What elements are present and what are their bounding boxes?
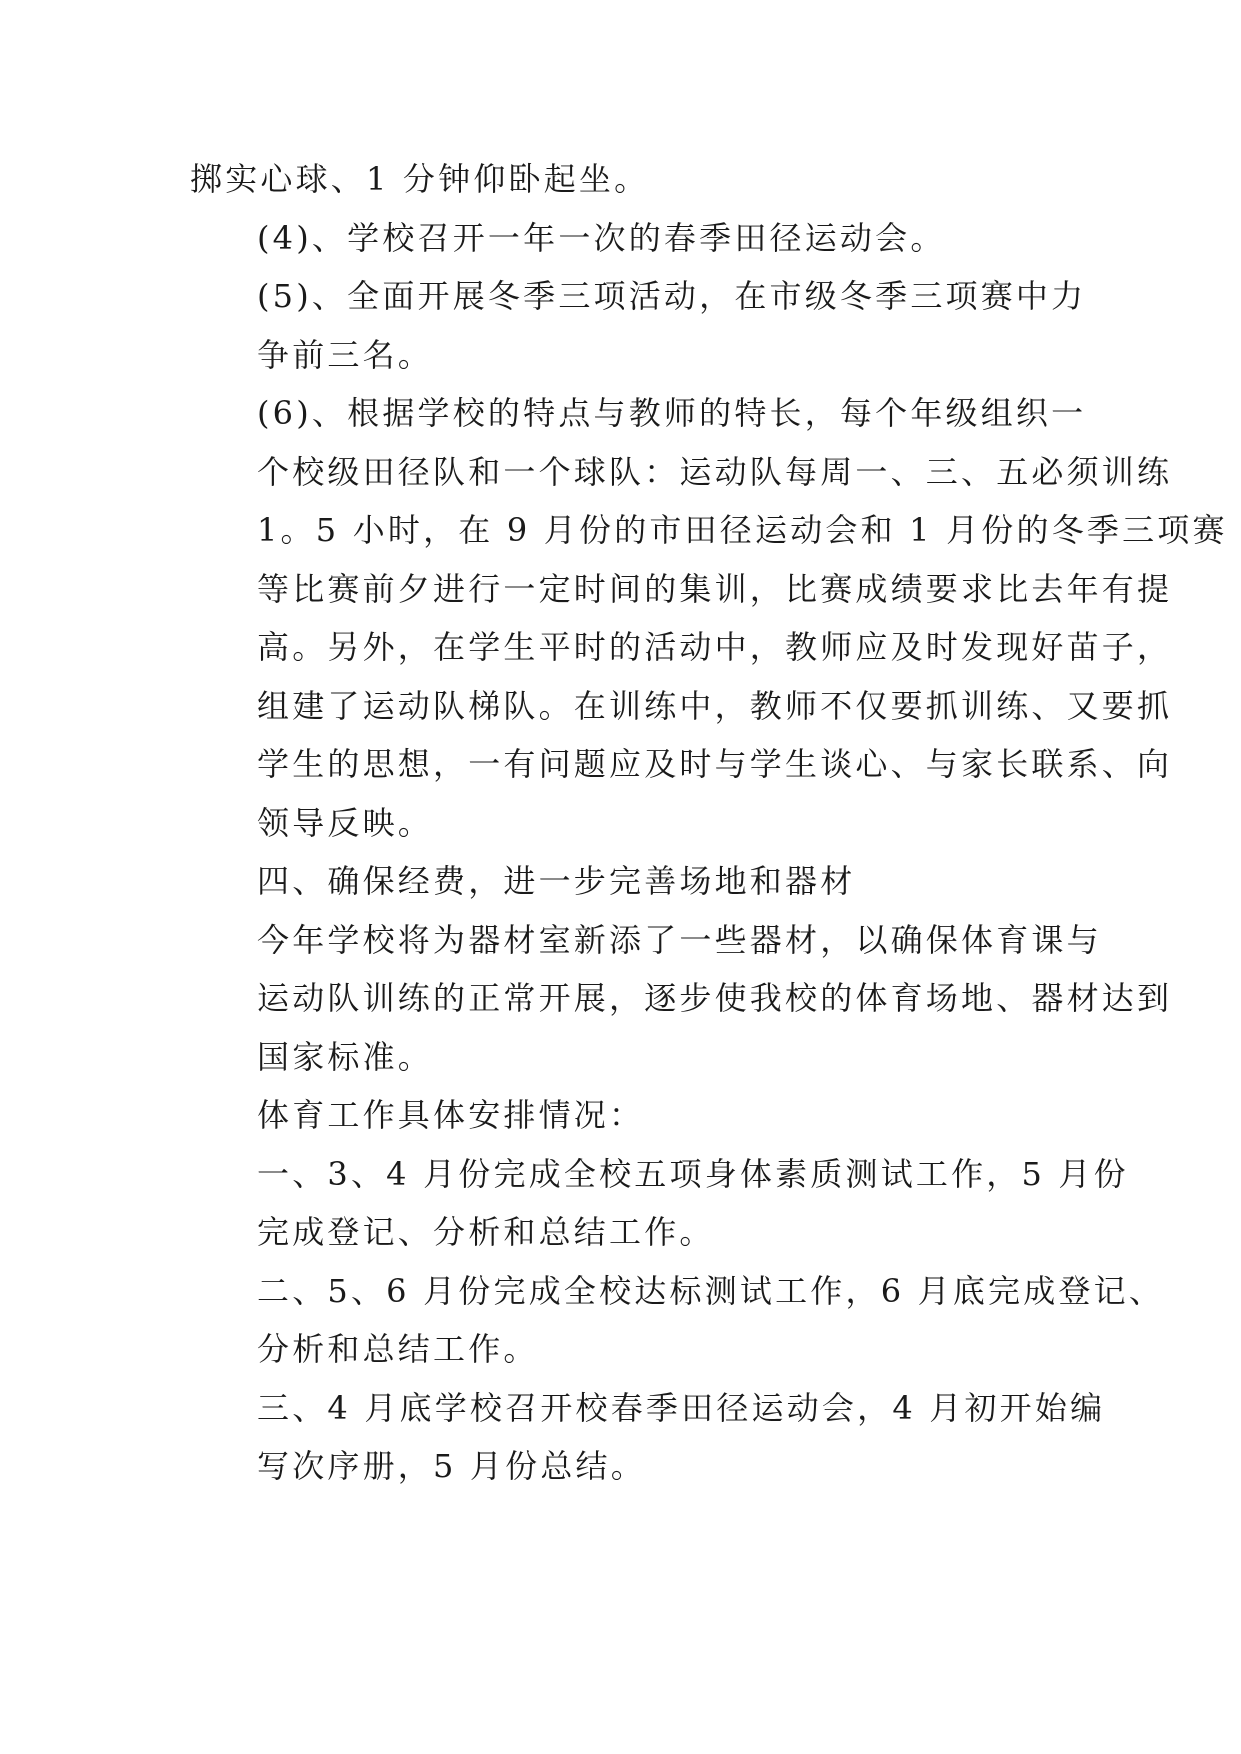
paragraph-line: 体育工作具体安排情况： bbox=[257, 1096, 645, 1134]
paragraph-line: 国家标准。 bbox=[257, 1037, 434, 1076]
schedule-heading bbox=[190, 1086, 1050, 1145]
paragraph-6 bbox=[190, 911, 1173, 1087]
paragraph-line: 高。另外，在学生平时的活动中，教师应及时发现好苗子， bbox=[257, 628, 1173, 666]
paragraph-line: 完成登记、分析和总结工作。 bbox=[257, 1213, 715, 1251]
paragraph-line: 学生的思想，一有问题应及时与学生谈心、与家长联系、向 bbox=[257, 745, 1173, 783]
schedule-item-1 bbox=[190, 1145, 1129, 1262]
paragraph-line: (4)、学校召开一年一次的春季田径运动会。 bbox=[257, 218, 946, 257]
section-heading-4 bbox=[190, 852, 1050, 911]
paragraph-4 bbox=[190, 384, 1228, 852]
paragraph-line: 组建了运动队梯队。在训练中，教师不仅要抓训练、又要抓 bbox=[257, 686, 1173, 725]
paragraph-2 bbox=[190, 209, 1050, 268]
paragraph-line: (5)、全面开展冬季三项活动，在市级冬季三项赛中力 bbox=[257, 277, 1087, 315]
paragraph-3 bbox=[190, 267, 1087, 384]
paragraph-line: (6)、根据学校的特点与教师的特长，每个年级组织一 bbox=[257, 394, 1087, 432]
paragraph-line: 一、3、4 月份完成全校五项身体素质测试工作，5 月份 bbox=[257, 1154, 1129, 1193]
paragraph-line: 二、5、6 月份完成全校达标测试工作，6 月底完成登记、 bbox=[257, 1271, 1165, 1310]
schedule-item-3 bbox=[190, 1379, 1106, 1496]
paragraph-line: 掷实心球、1 分钟仰卧起坐。 bbox=[190, 160, 650, 198]
paragraph-line: 1。5 小时，在 9 月份的市田径运动会和 1 月份的冬季三项赛 bbox=[257, 511, 1228, 549]
paragraph-line: 领导反映。 bbox=[257, 803, 434, 842]
document-body bbox=[190, 150, 1228, 1496]
paragraph-line: 三、4 月底学校召开校春季田径运动会，4 月初开始编 bbox=[257, 1388, 1106, 1427]
paragraph-line: 今年学校将为器材室新添了一些器材，以确保体育课与 bbox=[257, 920, 1102, 959]
paragraph-line: 等比赛前夕进行一定时间的集训，比赛成绩要求比去年有提 bbox=[257, 569, 1173, 608]
paragraph-line: 分析和总结工作。 bbox=[257, 1330, 539, 1368]
paragraph-line: 写次序册，5 月份总结。 bbox=[257, 1447, 646, 1485]
paragraph-line: 运动队训练的正常开展，逐步使我校的体育场地、器材达到 bbox=[257, 979, 1173, 1017]
schedule-item-2 bbox=[190, 1262, 1165, 1379]
paragraph-line: 个校级田径队和一个球队：运动队每周一、三、五必须训练 bbox=[257, 452, 1173, 491]
paragraph-1 bbox=[190, 150, 1050, 209]
paragraph-line: 争前三名。 bbox=[257, 335, 434, 374]
paragraph-line: 四、确保经费，进一步完善场地和器材 bbox=[257, 862, 856, 900]
